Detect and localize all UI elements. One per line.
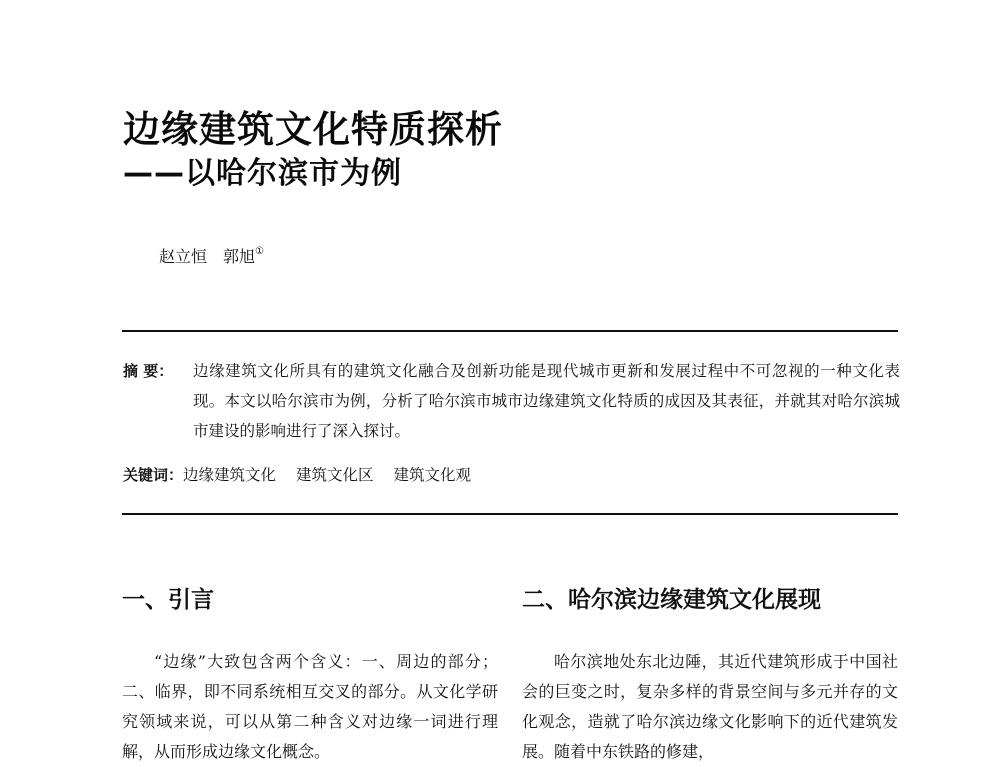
author-name: 赵立恒 [159,247,208,266]
article-subtitle: ——以哈尔滨市为例 [123,156,402,191]
keywords-line [123,462,491,488]
abstract-block [123,356,900,446]
section-harbin-culture [522,585,898,767]
footnote-marker[interactable]: ① [255,246,264,257]
top-divider [122,330,898,332]
abstract-label: 摘 要： [123,362,174,380]
section-heading: 一、引言 [122,587,214,613]
abstract-text: 边缘建筑文化所具有的建筑文化融合及创新功能是现代城市更新和发展过程中不可忽视的一种文化表现。本文以哈尔滨市为例，分析了哈尔滨市城市边缘建筑文化特质的成因及其表征，并就其对哈尔滨城市建设的影响进行了深入探讨。 [193,362,900,440]
section-paragraph: “边缘”大致包含两个含义：一、周边的部分；二、临界，即不同系统相互交叉的部分。从文化学研究领域来说，可以从第二种含义对边缘一词进行理解，从而形成边缘文化概念。 [122,652,498,761]
section-heading: 二、哈尔滨边缘建筑文化展现 [522,587,821,613]
keyword: 建筑文化区 [296,466,374,484]
keyword: 建筑文化观 [393,466,472,484]
bottom-divider [122,513,898,515]
article-title: 边缘建筑文化特质探析 [123,108,503,151]
author-name: 郭旭 [223,247,256,266]
section-introduction [122,585,498,767]
author-line [159,241,264,268]
keyword: 边缘建筑文化 [183,466,277,484]
keywords-label: 关键词： [123,466,184,484]
section-paragraph: 哈尔滨地处东北边陲，其近代建筑形成于中国社会的巨变之时，复杂多样的背景空间与多元并存的文化观念，造就了哈尔滨边缘文化影响下的近代建筑发展。随着中东铁路的修建， [522,652,898,761]
